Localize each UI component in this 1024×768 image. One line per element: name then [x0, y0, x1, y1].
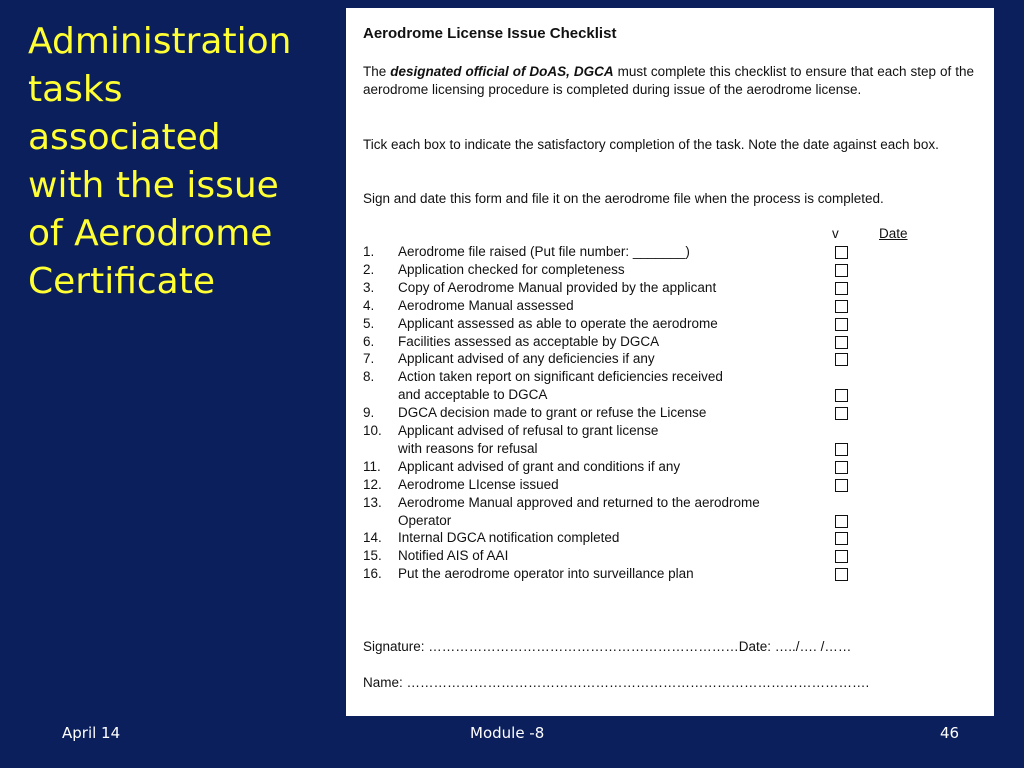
checklist-item-text: Aerodrome Manual assessed	[398, 297, 574, 313]
checklist-item-number: 7.	[363, 351, 375, 367]
name-line: Name: ………………………………………………………………………………………….	[363, 675, 870, 690]
tick-checkbox[interactable]	[835, 300, 848, 313]
slide-title-line: associated	[28, 117, 221, 158]
checklist-item-continuation: Operator	[398, 512, 452, 528]
tick-checkbox[interactable]	[835, 515, 848, 528]
instruction-paragraph-3: Sign and date this form and file it on the aerodrome file when the process is completed.	[363, 191, 884, 206]
instruction-paragraph-2: Tick each box to indicate the satisfactory completion of the task. Note the date against each box.	[363, 137, 939, 152]
checklist-item-text: Aerodrome Manual approved and returned to the aerodrome	[398, 494, 760, 510]
checklist-item-continuation: and acceptable to DGCA	[398, 387, 548, 403]
tick-checkbox[interactable]	[835, 550, 848, 563]
date-column-header: Date	[879, 226, 908, 241]
tick-checkbox[interactable]	[835, 336, 848, 349]
slide-title-line: Certificate	[28, 261, 215, 302]
checklist-item-text: Application checked for completeness	[398, 261, 625, 277]
checklist-item-text: Applicant advised of any deficiencies if any	[398, 351, 655, 367]
document-title: Aerodrome License Issue Checklist	[363, 25, 617, 42]
checklist-item-number: 6.	[363, 333, 375, 349]
checklist-item-text: Applicant advised of grant and conditions if any	[398, 458, 681, 474]
checklist-item-text: Internal DGCA notification completed	[398, 530, 620, 546]
checklist-item-text: Aerodrome LIcense issued	[398, 476, 559, 492]
designated-official: designated official of DoAS, DGCA	[390, 64, 614, 79]
tick-checkbox[interactable]	[835, 389, 848, 402]
slide-title-line: of Aerodrome	[28, 213, 273, 254]
checklist-item-number: 9.	[363, 405, 375, 421]
footer-module: Module -8	[470, 724, 545, 742]
checklist-item-number: 11.	[363, 458, 381, 474]
checklist-item-number: 14.	[363, 530, 382, 546]
checklist-item-number: 3.	[363, 279, 375, 295]
tick-checkbox[interactable]	[835, 479, 848, 492]
tick-checkbox[interactable]	[835, 532, 848, 545]
footer-page-number: 46	[940, 724, 960, 742]
tick-checkbox[interactable]	[835, 443, 848, 456]
checklist-item-text: DGCA decision made to grant or refuse the License	[398, 405, 707, 421]
checklist-item-text: Action taken report on significant deficiencies received	[398, 369, 723, 385]
checklist-item-number: 5.	[363, 315, 375, 331]
checklist-document	[346, 8, 994, 716]
tick-checkbox[interactable]	[835, 282, 848, 295]
tick-column-header: v	[832, 226, 839, 241]
tick-checkbox[interactable]	[835, 568, 848, 581]
tick-checkbox[interactable]	[835, 318, 848, 331]
footer-date: April 14	[62, 724, 121, 742]
slide-title	[28, 18, 328, 306]
tick-checkbox[interactable]	[835, 407, 848, 420]
checklist-item-text: Facilities assessed as acceptable by DGCA	[398, 333, 660, 349]
checklist-item-text: Applicant advised of refusal to grant license	[398, 423, 659, 438]
checklist-item-number: 16.	[363, 566, 382, 582]
checklist-item-number: 2.	[363, 261, 375, 277]
slide-title-line: with the issue	[28, 165, 279, 206]
tick-checkbox[interactable]	[835, 461, 848, 474]
checklist-item-number: 1.	[363, 244, 375, 259]
checklist-item-text: Applicant assessed as able to operate the aerodrome	[398, 315, 718, 331]
checklist-item-number: 12.	[363, 476, 382, 492]
instruction-paragraph-1	[363, 63, 974, 99]
para1-body: must complete this checklist to ensure that each step of the aerodrome licensing procedure is completed during issue of the aerodrome license.	[363, 64, 974, 97]
signature-line: Signature: ……………………………………………………………Date: …../…. /……	[363, 639, 852, 654]
para1-intro: The	[363, 64, 391, 79]
checklist-item-continuation: with reasons for refusal	[398, 440, 538, 456]
slide-title-line: tasks	[28, 69, 123, 110]
tick-checkbox[interactable]	[835, 264, 848, 277]
tick-checkbox[interactable]	[835, 246, 848, 259]
checklist-item-number: 13.	[363, 494, 382, 510]
tick-checkbox[interactable]	[835, 353, 848, 366]
checklist-item-number: 10.	[363, 423, 382, 438]
checklist-item-number: 8.	[363, 369, 375, 385]
checklist-item-text: Put the aerodrome operator into surveillance plan	[398, 566, 694, 582]
checklist-item-number: 4.	[363, 297, 375, 313]
checklist-item-text: Aerodrome file raised (Put file number: _______)	[398, 244, 690, 259]
checklist-item-number: 15.	[363, 548, 382, 564]
checklist-item-text: Copy of Aerodrome Manual provided by the applicant	[398, 279, 717, 295]
slide-title-line: Administration	[28, 21, 292, 62]
checklist-item-text: Notified AIS of AAI	[398, 548, 509, 564]
